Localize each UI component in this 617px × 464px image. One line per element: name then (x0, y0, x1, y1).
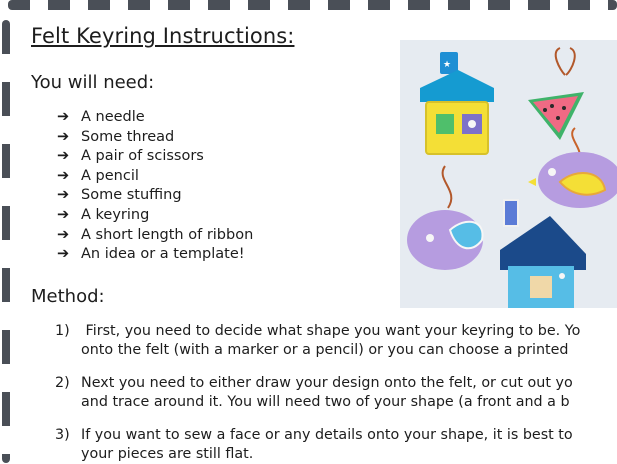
step-text-line1: Next you need to either draw your design onto the felt, or cut out yo (81, 375, 573, 391)
arrow-icon: ➔ (57, 128, 70, 145)
list-item: ➔ A needle (57, 108, 253, 128)
step-text-line1: First, you need to decide what shape you want your keyring to be. Yo (81, 323, 581, 339)
list-item: ➔ A keyring (57, 206, 253, 226)
list-item: ➔ Some thread (57, 128, 253, 148)
step-text-line2: onto the felt (with a marker or a pencil) or you can choose a printed (81, 342, 569, 358)
list-item: ➔ An idea or a template! (57, 245, 253, 265)
felt-keyrings-photo (400, 40, 617, 308)
arrow-icon: ➔ (57, 206, 70, 223)
arrow-icon: ➔ (57, 187, 70, 204)
list-item: ➔ A short length of ribbon (57, 226, 253, 246)
arrow-icon: ➔ (57, 109, 70, 125)
dashed-border-left (2, 20, 10, 463)
step-text-line1: If you want to sew a face or any details onto your shape, it is best to (81, 427, 573, 443)
step-number: 3) (55, 427, 70, 443)
dashed-border-top (8, 0, 617, 10)
arrow-icon: ➔ (57, 246, 70, 263)
list-item: ➔ A pair of scissors (57, 147, 253, 167)
step-number: 2) (55, 375, 70, 391)
arrow-icon: ➔ (57, 148, 70, 165)
arrow-icon: ➔ (57, 167, 70, 184)
method-heading: Method: (31, 286, 105, 307)
you-will-need-heading: You will need: (31, 72, 155, 93)
list-item: ➔ A pencil (57, 167, 253, 187)
step-text-line2: your pieces are still flat. (81, 446, 254, 462)
step-text-line2: and trace around it. You will need two of your shape (a front and a b (81, 394, 570, 410)
page-title: Felt Keyring Instructions: (31, 24, 295, 48)
svg-text:★: ★ (443, 60, 452, 70)
arrow-icon: ➔ (57, 226, 70, 243)
materials-list (57, 108, 253, 265)
step-number: 1) (55, 323, 70, 339)
keyrings-illustration (400, 40, 617, 308)
list-item: ➔ Some stuffing (57, 186, 253, 206)
